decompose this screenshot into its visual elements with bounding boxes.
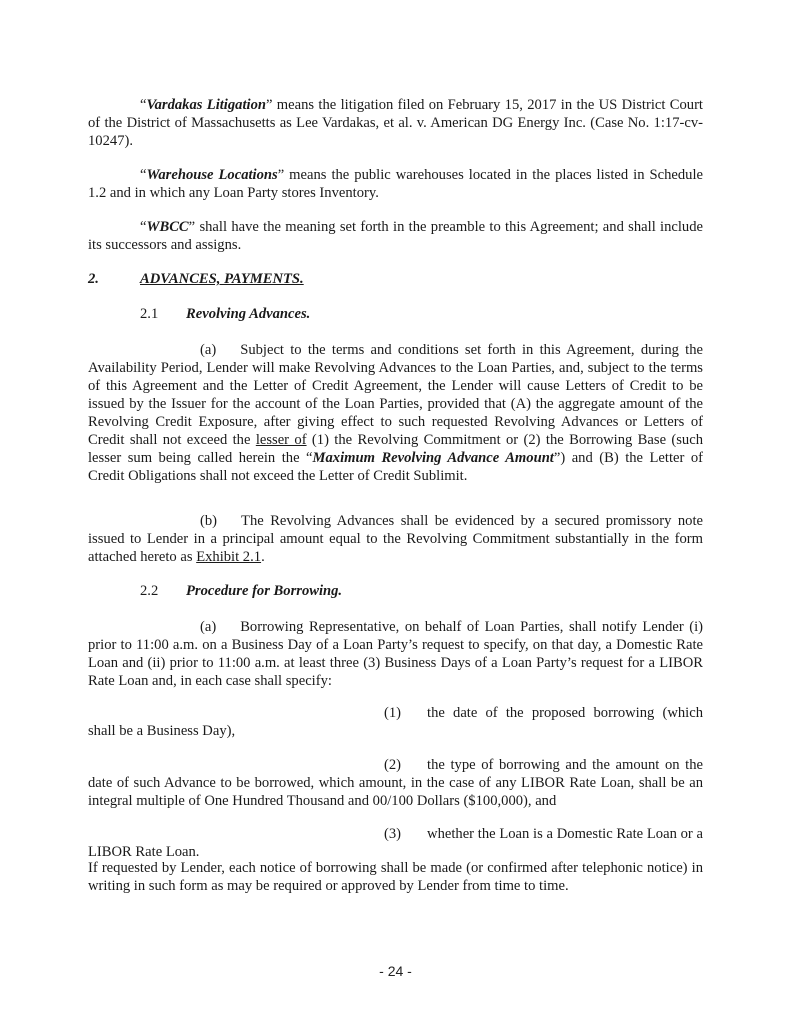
subsection-heading-2-1 — [140, 305, 310, 323]
item-text: whether the Loan is a Domestic Rate Loan or a LIBOR Rate Loan. — [88, 826, 703, 860]
clause-text: Borrowing Representative, on behalf of Loan Parties, shall notify Lender (i) prior to 11:00 a.m. on a Business Day of a Loan Party’s request to specify, on that day, a Domestic Rate Loan and (ii) prior to 11:00 a.m. at least three (3) Business Days of a Loan Party’s request for a LIBOR Rate Loan and, in each case shall specify: — [88, 619, 703, 689]
definition-text: means the public warehouses located in the places listed in Schedule 1.2 and in which any Loan Party stores Inventory. — [88, 167, 703, 201]
item-text: the date of the proposed borrowing (which shall be a Business Day), — [88, 705, 703, 739]
item-1 — [88, 704, 703, 740]
subsection-title: Revolving Advances. — [186, 306, 311, 322]
section-number: 2. — [88, 271, 99, 287]
definition-text: means the litigation filed on February 15, 2017 in the US District Court of the District of Massachusetts as Lee Vardakas, et al. v. American DG Energy Inc. (Case No. 1:17-cv-10247). — [88, 97, 703, 149]
defined-term: Vardakas Litigation — [146, 97, 266, 113]
clause-2-1-a — [88, 341, 703, 485]
subsection-title: Procedure for Borrowing. — [186, 583, 343, 599]
clause-text: ”) and (B) the Letter of Credit Obligations shall not exceed the Letter of Credit Sublimit. — [88, 450, 703, 484]
subsection-number: 2.2 — [140, 583, 159, 599]
definition-text: shall have the meaning set forth in the preamble to this Agreement; and shall include its successors and assigns. — [88, 219, 703, 253]
section-title: ADVANCES, PAYMENTS. — [140, 271, 304, 287]
defined-term: WBCC — [146, 219, 189, 235]
clause-label: (b) — [200, 513, 218, 529]
clause-2-2-a — [88, 618, 703, 690]
underlined-text: lesser of — [255, 432, 307, 448]
item-2 — [88, 756, 703, 810]
section-heading — [88, 270, 304, 288]
clause-2-1-b — [88, 512, 703, 566]
exhibit-link: Exhibit 2.1 — [196, 549, 262, 565]
definition-vardakas-litigation — [88, 96, 703, 150]
close-quote: ” — [277, 167, 285, 183]
closing-paragraph: If requested by Lender, each notice of borrowing shall be made (or confirmed after telephonic notice) in writing in such form as may be required or approved by Lender from time to time. — [88, 860, 703, 894]
close-quote: ” — [188, 219, 196, 235]
clause-text: Subject to the terms and conditions set forth in this Agreement, during the Availability Period, Lender will make Revolving Advances to the Loan Parties, and, subject to the terms of this Agreement and the Letter of Credit Agreement, the Lender will cause Letters of Credit to be issued by the Issuer for the account of the Loan Parties, provided that (A) the aggregate amount of the Revolving Credit Exposure, after giving effect to such requested Revolving Advances or Letters of Credit shall not exceed the — [88, 342, 703, 448]
clause-text: . — [261, 549, 265, 565]
item-3 — [88, 825, 703, 861]
clause-text: The Revolving Advances shall be evidenced by a secured promissory note issued to Lender in a principal amount equal to the Revolving Commitment substantially in the form attached hereto as — [88, 513, 703, 565]
clause-text: (1) the Revolving Commitment or (2) the Borrowing Base (such lesser sum being called herein the “ — [88, 432, 704, 466]
definition-wbcc — [88, 218, 703, 254]
defined-term: Maximum Revolving Advance Amount — [312, 450, 554, 466]
defined-term: Warehouse Locations — [146, 167, 278, 183]
definition-warehouse-locations — [88, 166, 703, 202]
close-quote: ” — [265, 97, 273, 113]
clause-label: (a) — [200, 619, 217, 635]
clause-label: (a) — [200, 342, 217, 358]
item-label: (1) — [384, 705, 402, 721]
open-quote: “ — [140, 167, 147, 183]
open-quote: “ — [140, 97, 147, 113]
item-label: (2) — [384, 757, 402, 773]
subsection-heading-2-2 — [140, 582, 342, 600]
item-label: (3) — [384, 826, 402, 842]
page-number: - 24 - — [379, 963, 412, 979]
subsection-number: 2.1 — [140, 306, 159, 322]
item-text: the type of borrowing and the amount on the date of such Advance to be borrowed, which amount, in the case of any LIBOR Rate Loan, shall be an integral multiple of One Hundred Thousand and 00/100 Dollars ($100,000), and — [88, 757, 703, 809]
open-quote: “ — [140, 219, 147, 235]
